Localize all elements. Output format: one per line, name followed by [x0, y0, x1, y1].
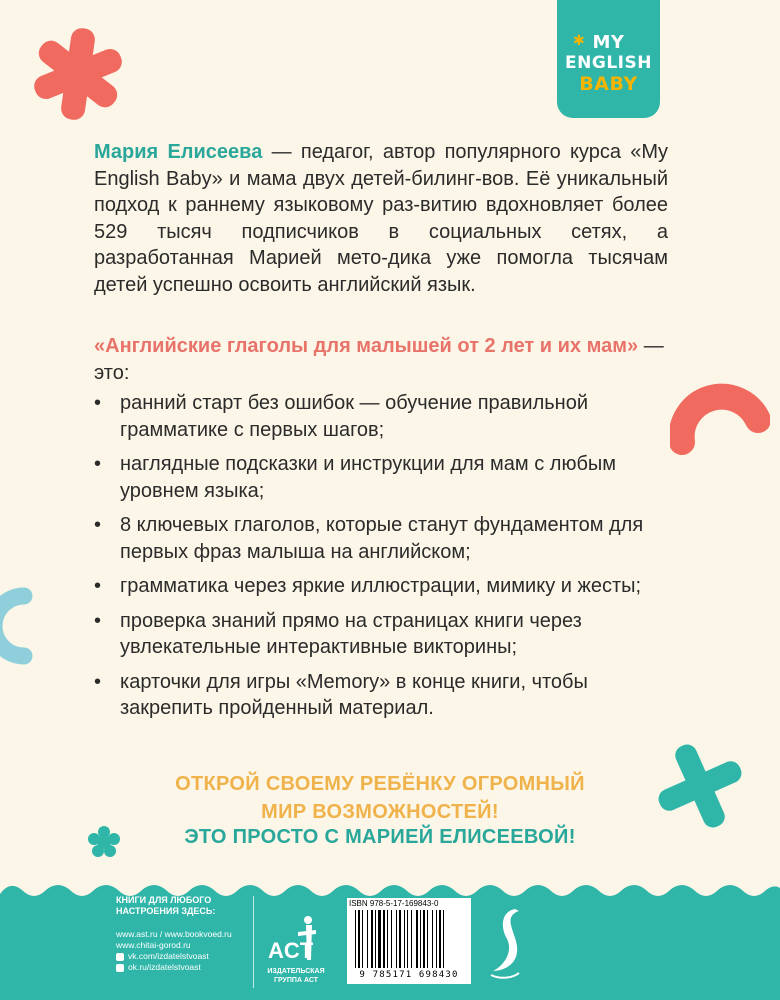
- publisher-line-1: ИЗДАТЕЛЬСКАЯ: [267, 968, 325, 975]
- barcode-bar: [396, 910, 397, 968]
- bullet-icon: •: [94, 392, 102, 414]
- small-teal-flower-decoration: [88, 826, 120, 858]
- logo-line-baby: BABY: [579, 73, 638, 95]
- cta-open-world: [120, 770, 640, 826]
- list-item: [94, 573, 664, 600]
- barcode-bar: [420, 910, 421, 968]
- isbn-barcode-box: [347, 898, 471, 984]
- barcode-bar: [387, 910, 388, 968]
- bullet-icon: •: [94, 453, 102, 475]
- barcode-bar: [355, 910, 356, 968]
- barcode-bar: [399, 910, 401, 968]
- barcode-bar: [416, 910, 418, 968]
- logo-line-my: MY: [592, 32, 625, 53]
- list-item: [94, 512, 664, 565]
- barcode-bar: [407, 910, 408, 968]
- author-name: Мария Елисеева: [94, 141, 263, 163]
- bullet-icon: •: [94, 609, 102, 632]
- ast-publisher-logo: [266, 910, 324, 968]
- footer-link-row[interactable]: [116, 951, 232, 962]
- footer-books-line-2: НАСТРОЕНИЯ ЗДЕСЬ:: [116, 906, 216, 916]
- book-intro-suffix: — это:: [94, 335, 664, 384]
- barcode-bar: [427, 910, 428, 968]
- footer-divider: [253, 896, 254, 988]
- publisher-line-2: ГРУППА АСТ: [274, 977, 318, 984]
- barcode-bar: [371, 910, 373, 968]
- bullet-icon: •: [94, 670, 102, 693]
- link-text[interactable]: www.chitai-gorod.ru: [116, 940, 191, 950]
- barcode-bar: [362, 910, 363, 968]
- vk-icon: [116, 953, 124, 961]
- logo-line-english: ENGLISH: [565, 53, 652, 73]
- list-item: [94, 390, 664, 443]
- link-text[interactable]: www.ast.ru / www.bookvoed.ru: [116, 929, 232, 939]
- cta-line-2: МИР ВОЗМОЖНОСТЕЙ!: [261, 801, 499, 823]
- blue-arc-decoration: [0, 576, 64, 676]
- barcode-bar: [375, 910, 376, 968]
- barcode-bar: [367, 910, 368, 968]
- barcode-bar: [436, 910, 437, 968]
- book-intro: [94, 333, 668, 387]
- coral-asterisk-decoration: [28, 24, 128, 124]
- feature-text: грамматика через яркие иллюстрации, мимику и жесты;: [120, 575, 642, 597]
- feature-text: наглядные подсказки и инструкции для мам с любым уровнем языка;: [120, 453, 617, 502]
- cta-easy-with-maria: ЭТО ПРОСТО С МАРИЕЙ ЕЛИСЕЕВОЙ!: [184, 826, 576, 848]
- bullet-icon: •: [94, 514, 102, 536]
- coral-arc-decoration: [670, 380, 770, 480]
- barcode-bar: [378, 910, 381, 968]
- barcode-bar: [443, 910, 444, 968]
- link-text[interactable]: ok.ru/izdatelstvoast: [128, 962, 201, 972]
- isbn-text: ISBN 978-5-17-169843-0: [349, 899, 439, 908]
- footer-link-row[interactable]: [116, 929, 232, 940]
- link-text[interactable]: vk.com/izdatelstvoast: [128, 951, 209, 961]
- bullet-icon: •: [94, 575, 102, 597]
- author-description: — педагог, автор популярного курса «My English Baby» и мама двух детей-билинг-вов. Её уникальный подход к раннему языковому раз-витию вдохновляет более 529 тысяч подписчиков в социальных сетях, а разработанная Марией мето-дика уже помогла тысячам детей успешно освоить английский язык.: [94, 141, 668, 296]
- ok-icon: [116, 964, 124, 972]
- feature-text: ранний старт без ошибок — обучение правильной грамматике с первых шагов;: [120, 392, 588, 441]
- barcode-bar: [439, 910, 441, 968]
- publisher-caption: [263, 967, 329, 985]
- barcode-bar: [358, 910, 360, 968]
- footer-books-heading: [116, 895, 215, 917]
- barcode-graphic: [353, 910, 465, 970]
- footer-books-line-1: КНИГИ ДЛЯ ЛЮБОГО: [116, 895, 212, 905]
- footer-links: [116, 929, 232, 973]
- list-item: [94, 669, 664, 722]
- ast-logo-text: ACT: [268, 938, 314, 963]
- list-item: [94, 451, 664, 504]
- star-icon: ✱: [573, 33, 585, 49]
- barcode-bar: [423, 910, 425, 968]
- barcode-bar: [411, 910, 412, 968]
- features-list: [94, 390, 664, 730]
- barcode-bar: [391, 910, 392, 968]
- author-paragraph: [94, 139, 668, 298]
- footer-link-row[interactable]: [116, 940, 232, 951]
- my-english-baby-logo: [557, 0, 660, 118]
- feature-text: 8 ключевых глаголов, которые станут фундаментом для первых фраз малыша на английском;: [120, 514, 644, 563]
- barcode-bar: [432, 910, 433, 968]
- barcode-number: 9 785171 698430: [359, 970, 459, 980]
- feature-text: проверка знаний прямо на страницах книги через увлекательные интерактивные викторины;: [120, 609, 582, 658]
- list-item: [94, 608, 664, 661]
- footer-link-row[interactable]: [116, 962, 232, 973]
- barcode-bar: [383, 910, 385, 968]
- teal-cross-decoration: [652, 738, 748, 834]
- feature-text: карточки для игры «Memory» в конце книги, чтобы закрепить пройденный материал.: [120, 670, 588, 719]
- swan-logo-icon: [485, 905, 525, 985]
- cta-line-1: ОТКРОЙ СВОЕМУ РЕБЁНКУ ОГРОМНЫЙ: [175, 773, 585, 795]
- book-title: «Английские глаголы для малышей от 2 лет и их мам»: [94, 335, 639, 357]
- barcode-bar: [404, 910, 405, 968]
